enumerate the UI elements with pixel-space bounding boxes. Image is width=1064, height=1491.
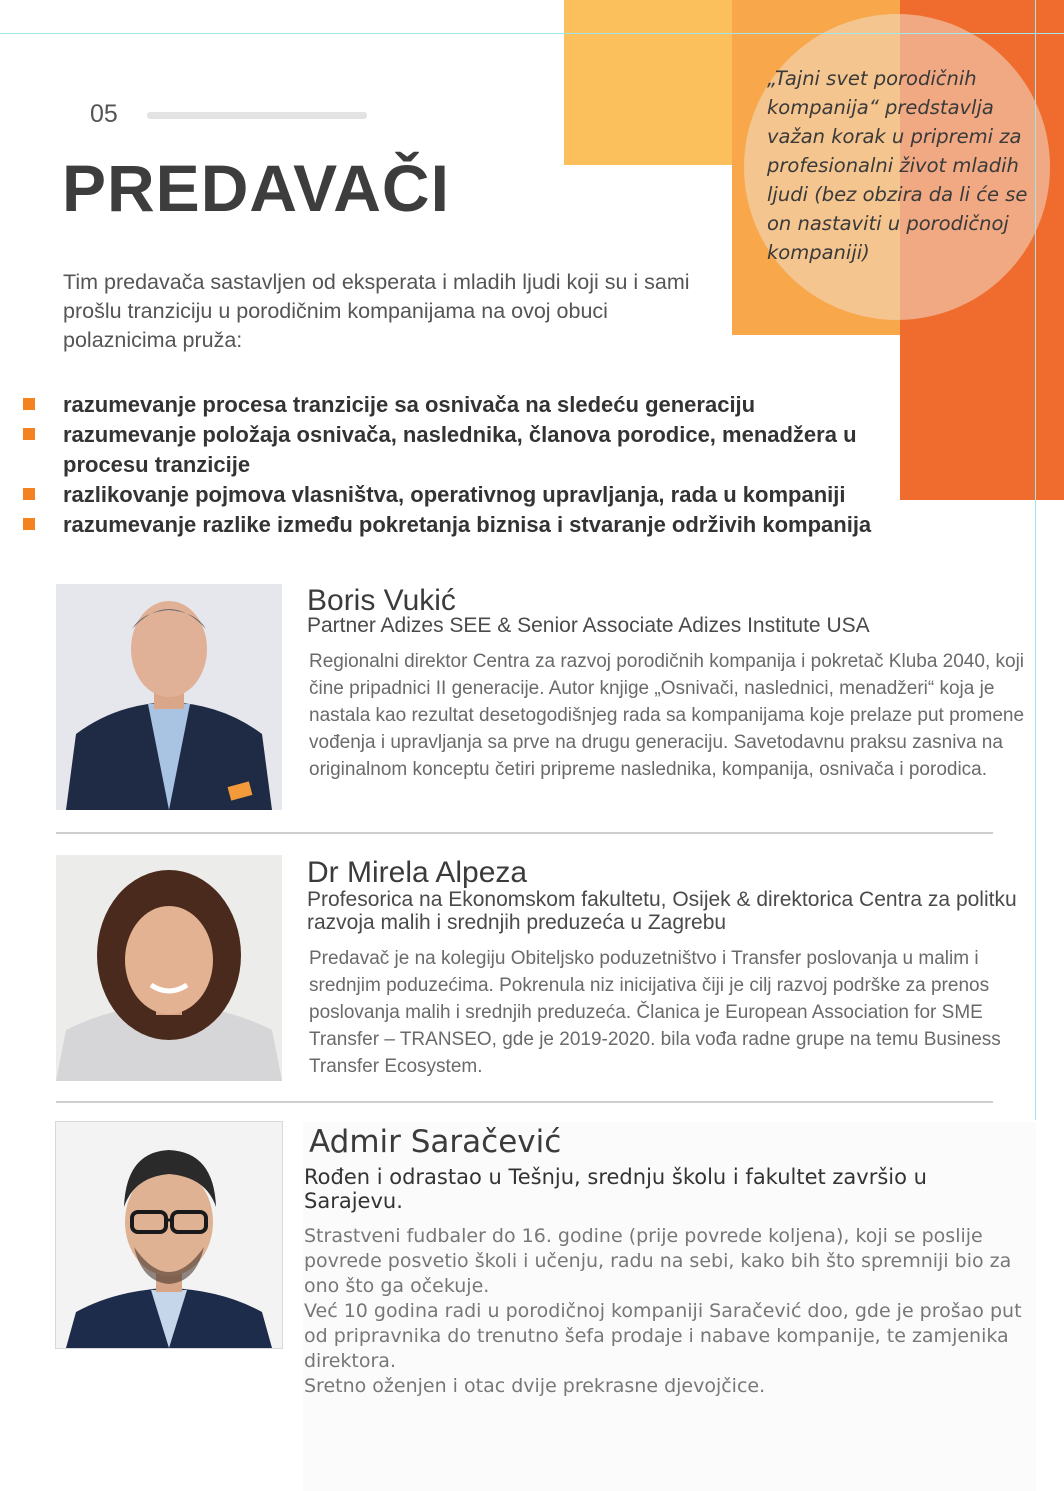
page-title: PREDAVAČI <box>62 151 450 225</box>
square-bullet-icon <box>23 488 35 500</box>
speaker-photo-admir <box>56 1122 282 1348</box>
speaker-role: Partner Adizes SEE & Senior Associate Adizes Institute USA <box>307 614 870 637</box>
square-bullet-icon <box>23 518 35 530</box>
speaker-photo-boris <box>56 584 282 810</box>
list-item <box>20 390 920 420</box>
speaker-name: Boris Vukić <box>307 584 456 617</box>
speaker-role: Profesorica na Ekonomskom fakultetu, Osijek & direktorica Centra za politku razvoja malih i srednjih preduzeća u Zagrebu <box>307 888 1017 934</box>
bullet-text: razumevanje procesa tranzicije sa osnivača na sledeću generaciju <box>63 392 756 417</box>
speaker-bio: Regionalni direktor Centra za razvoj porodičnih kompanija i pokretač Kluba 2040, koji čine pripadnici II generacije. Autor knjige „Osnivači, naslednici, menadžeri“ koja je nastala kao rezultat desetogodišnjeg rada sa kompanijama koje prelaze put promene vođenja i upravljanja sa prve na drugu generaciju. Savetodavnu praksu zasniva na originalnom konceptu četiri pripreme naslednika, kompanija, osnivača i porodica. <box>309 651 1025 780</box>
speaker-role: Rođen i odrastao u Tešnju, srednju školu i fakultet završio u Sarajevu. <box>304 1165 927 1213</box>
list-item <box>20 420 920 480</box>
speaker-name: Admir Saračević <box>309 1124 562 1160</box>
benefits-list <box>20 390 920 540</box>
bullet-text: razlikovanje pojmova vlasništva, operativnog upravljanja, rada u kompaniji <box>63 482 846 507</box>
speaker-bio <box>304 1224 1029 1399</box>
divider <box>56 1101 993 1103</box>
bio-line: Već 10 godina radi u porodičnoj kompaniji Saračević doo, gde je prošao put od pripravnika do trenutno šefa prodaje i nabave kompanije, te zamjenika direktora. <box>304 1300 1022 1372</box>
intro-text: Tim predavača sastavljen od eksperata i mladih ljudi koji su i sami prošlu tranziciju u porodičnim kompanijama na ovoj obuci polaznicima pruža: <box>63 270 690 352</box>
page-number-rule <box>147 112 367 119</box>
list-item <box>20 510 920 540</box>
bio-line: Sretno oženjen i otac dvije prekrasne djevojčice. <box>304 1375 766 1397</box>
page-number: 05 <box>90 100 118 128</box>
speaker-bio: Predavač je na kolegiju Obiteljsko poduzetništvo i Transfer poslovanja u malim i srednjim poduzećima. Pokrenula niz inicijativa čiji je cilj razvoj podrške za prenos poslovanja malih i srednjih preduzeća. Članica je European Association for SME Transfer – TRANSEO, gde je 2019-2020. bila vođa radne grupe na temu Business Transfer Ecosystem. <box>309 948 1001 1077</box>
bio-line: Strastveni fudbaler do 16. godine (prije povrede koljena), koji se poslije povrede posvetio školi i učenju, radu na sebi, kako bih što spremniji bio za ono što ga očekuje. <box>304 1225 1012 1297</box>
speaker-name: Dr Mirela Alpeza <box>307 856 528 889</box>
bullet-text: razumevanje položaja osnivača, naslednika, članova porodice, menadžera u procesu tranzicije <box>63 422 857 477</box>
speaker-photo-mirela <box>56 855 282 1081</box>
list-item <box>20 480 920 510</box>
square-bullet-icon <box>23 428 35 440</box>
bullet-text: razumevanje razlike između pokretanja biznisa i stvaranje održivih kompanija <box>63 512 872 537</box>
divider <box>56 832 993 834</box>
square-bullet-icon <box>23 398 35 410</box>
quote-text: „Tajni svet porodičnih kompanija“ predstavlja važan korak u pripremi za profesionalni život mladih ljudi (bez obzira da li će se on nastaviti u porodičnoj kompaniji) <box>767 67 1028 264</box>
guide-line-horizontal <box>0 33 1064 34</box>
